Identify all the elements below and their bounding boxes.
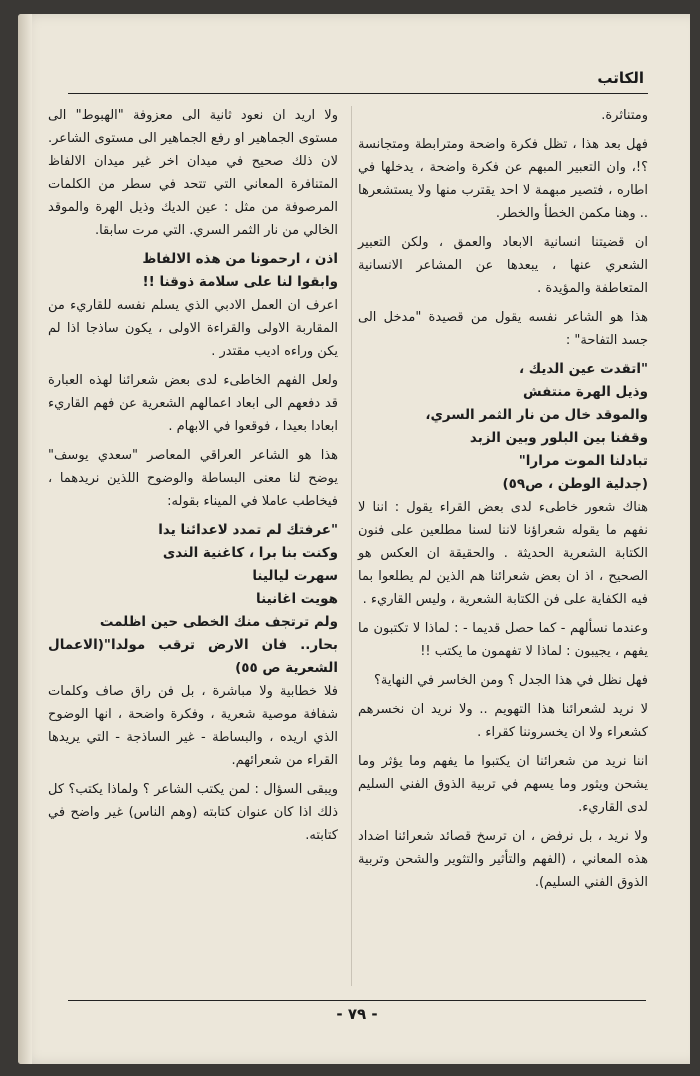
poem-line: سهرت ليالينا	[252, 568, 338, 584]
paragraph: ان قضيتنا انسانية الابعاد والعمق ، ولكن التعبير الشعري عنها ، يبعدها عن المشاعر الانسانية المتعاطفة والمؤيدة .	[358, 235, 648, 296]
poem-line: وكنت بنا برا ، كاغنية الندى	[162, 545, 338, 561]
paragraph: فهل نظل في هذا الجدل ؟ ومن الخاسر في النهاية؟	[374, 673, 648, 688]
page-title: الكاتب	[597, 69, 644, 87]
paragraph: هناك شعور خاطىء لدى بعض القراء يقول : اننا لا نفهم ما يقوله شعراؤنا لاننا لسنا مطلعين على فنون الكتابة الشعرية الحديثة . والحقيقة ان العكس هو الصحيح ، اذ ان بعض شعرائنا هم الذين لم يطلعوا بما فيه الكفاية على فن الكتابة الشعرية ، وليس القاريء .	[358, 500, 648, 607]
page-footer	[68, 1000, 646, 1023]
poem-line: وقفنا بين البلور وبين الزبد	[469, 430, 648, 446]
poem-line: اذن ، ارحمونا من هذه الالفاظ	[142, 251, 338, 267]
poem-line: والموقد خال من نار الثمر السري،	[425, 407, 648, 423]
poem-line: ولم ترتجف منك الخطى حين اظلمت	[99, 614, 338, 630]
paragraph: ولا اريد ان نعود ثانية الى معزوفة "الهبوط" الى مستوى الجماهير او رفع الجماهير الى مستوى الشاعر. لان ذلك صحيح في ميدان اخر غير ميدان الالفاظ المتنافرة المعاني التي تتحد في سطر من الكلمات المرصوفة من مثل : عين الديك وذيل الهرة والموقد الخالي من نار الثمر السري. التي مرت سابقا.	[48, 108, 338, 238]
page-header	[68, 69, 648, 94]
paragraph: ولا نريد ، بل نرفض ، ان ترسخ قصائد شعرائنا اضداد هذه المعاني ، (الفهم والتأثير والتثوير والشحن وتربية الذوق الفني السليم).	[358, 829, 648, 890]
paragraph: فهل بعد هذا ، تظل فكرة واضحة ومترابطة ومتجانسة ؟!، وان التعبير المبهم عن فكرة واضحة ، يدخلها في اطاره ، فتصير مبهمة لا احد يقترب منها ولا يستشعرها .. وهنا مكمن الخطأ والخطر.	[358, 137, 648, 221]
poem-line: وذيل الهرة منتفش	[523, 384, 648, 400]
poem-line: (جدلية الوطن ، ص٥٩)	[502, 476, 648, 492]
magazine-page	[18, 14, 690, 1064]
left-column	[48, 104, 338, 853]
paragraph: لا نريد لشعرائنا هذا التهويم .. ولا نريد ان نخسرهم كشعراء ولا ان يخسروننا كقراء .	[358, 702, 648, 740]
page-spine-shadow	[18, 14, 32, 1064]
paragraph: هذا هو الشاعر نفسه يقول من قصيدة "مدخل الى جسد التفاحة" :	[358, 310, 648, 348]
paragraph: ويبقى السؤال : لمن يكتب الشاعر ؟ ولماذا يكتب؟ كل ذلك اذا كان عنوان كتابته (وهم الناس) غير واضح في كتابته.	[48, 782, 338, 843]
page-number: - ٧٩ -	[336, 1005, 378, 1023]
column-divider	[351, 106, 352, 986]
poem-line: تبادلنا الموت مرارا"	[518, 453, 648, 469]
poem-line: بحار.. فان الارض ترقب مولدا"(الاعمال الشعرية ص ٥٥)	[48, 637, 338, 676]
paragraph: هذا هو الشاعر العراقي المعاصر "سعدي يوسف" يوضح لنا معنى البساطة والوضوح اللذين نريدهما ، فيخاطب عاملا في الميناء بقوله:	[48, 448, 338, 509]
paragraph: اننا نريد من شعرائنا ان يكتبوا ما يفهم وما يؤثر وما يشحن ويثور وما يسهم في تربية الذوق الفني السليم لدى القاريء.	[358, 754, 648, 815]
paragraph: وعندما نسألهم - كما حصل قديما - : لماذا لا تكتبون ما يفهم ، يجيبون : لماذا لا تفهمون ما يكتب !!	[358, 621, 648, 659]
right-column	[358, 104, 648, 900]
poem-line: وابقوا لنا على سلامة ذوقنا !!	[142, 274, 338, 290]
poem-line: "عرفتك لم تمدد لاعدائنا يدا	[158, 522, 338, 538]
poem-line: هويت اغانينا	[256, 591, 338, 607]
paragraph: ومتناثرة.	[601, 108, 648, 123]
poem-line: "اتقدت عين الديك ،	[518, 361, 648, 377]
paragraph: اعرف ان العمل الادبي الذي يسلم نفسه للقاريء من المقاربة الاولى والقراءة الاولى ، يكون ساذجا اذا لم يكن وراءه اديب مقتدر .	[48, 298, 338, 359]
paragraph: فلا خطابية ولا مباشرة ، بل فن راق صاف وكلمات شفافة موصية شعرية ، وفكرة واضحة ، انها الوضوح الذي اريده ، والبساطة - غير الساذجة - التي يريدها القراء من شعرائهم.	[48, 684, 338, 768]
paragraph: ولعل الفهم الخاطىء لدى بعض شعرائنا لهذه العبارة قد دفعهم الى ابعاد اعمالهم الشعرية عن فهم القاريء ابعادا بعيدا ، فوقعوا في الابهام .	[48, 373, 338, 434]
